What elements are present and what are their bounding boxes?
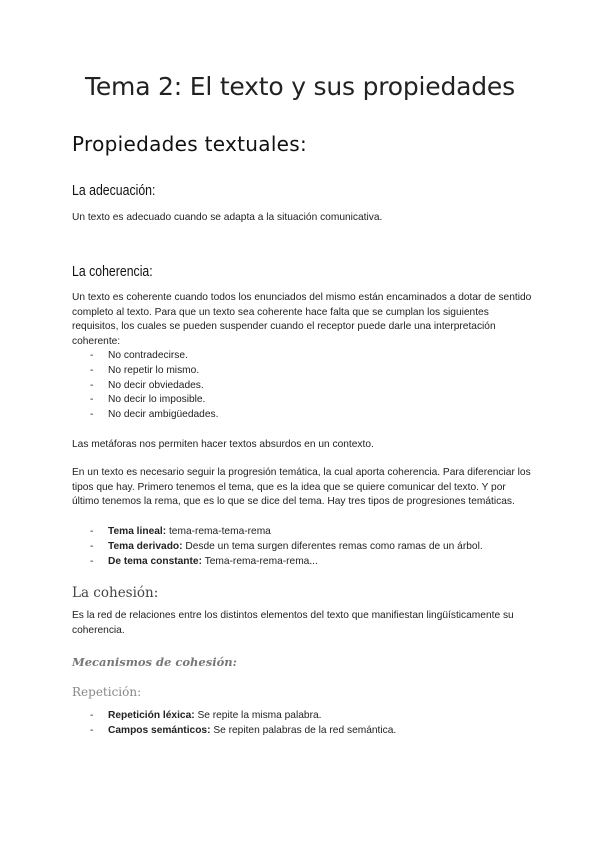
cohesion-text: Es la red de relaciones entre los distintos elementos del texto que manifiestan lingüísticamente su coherencia.	[72, 610, 514, 636]
list-item: - No decir obviedades.	[90, 379, 204, 391]
mechanisms-heading: Mecanismos de cohesión:	[72, 655, 237, 669]
repetition-heading: Repetición:	[72, 685, 142, 699]
coherencia-intro: Un texto es coherente cuando todos los enunciados del mismo están encaminados a dotar de sentido completo al texto. Para que un texto sea coherente hace falta que se cumplan los siguientes requisitos, los cuales se pueden suspender cuando el receptor puede darle una interpretación coherente:	[72, 292, 532, 347]
coherencia-heading: La coherencia:	[72, 263, 153, 280]
document-title: Tema 2: El texto y sus propiedades	[85, 72, 515, 101]
requirements-list	[90, 349, 218, 423]
list-item: - Tema lineal: tema-rema-tema-rema	[90, 526, 271, 537]
metaphor-note: Las metáforas nos permiten hacer textos absurdos en un contexto.	[72, 439, 374, 450]
adecuacion-text: Un texto es adecuado cuando se adapta a la situación comunicativa.	[72, 212, 383, 223]
list-item: - Repetición léxica: Se repite la misma palabra.	[90, 710, 322, 721]
list-item: - Campos semánticos: Se repiten palabras de la red semántica.	[90, 724, 397, 736]
cohesion-heading: La cohesión:	[72, 585, 159, 601]
progressions-list	[90, 525, 483, 569]
list-item: - No repetir lo mismo.	[90, 364, 200, 376]
adecuacion-heading: La adecuación:	[72, 182, 156, 199]
list-item: - Tema derivado: Desde un tema surgen diferentes remas como ramas de un árbol.	[90, 540, 483, 552]
list-item: - De tema constante: Tema-rema-rema-rema...	[90, 555, 318, 567]
list-item: - No decir lo imposible.	[90, 394, 206, 406]
repetition-list	[90, 709, 396, 739]
list-item: - No contradecirse.	[90, 350, 188, 361]
section-heading: Propiedades textuales:	[72, 132, 308, 156]
list-item: - No decir ambigüedades.	[90, 409, 219, 421]
progression-text: En un texto es necesario seguir la progresión temática, la cual aporta coherencia. Para diferenciar los tipos que hay. Primero tenemos el tema, que es la idea que se quiere comunicar del texto. Y por último tenemos la rema, que es lo que se dice del tema. Hay tres tipos de progresiones temáticas.	[72, 467, 531, 508]
